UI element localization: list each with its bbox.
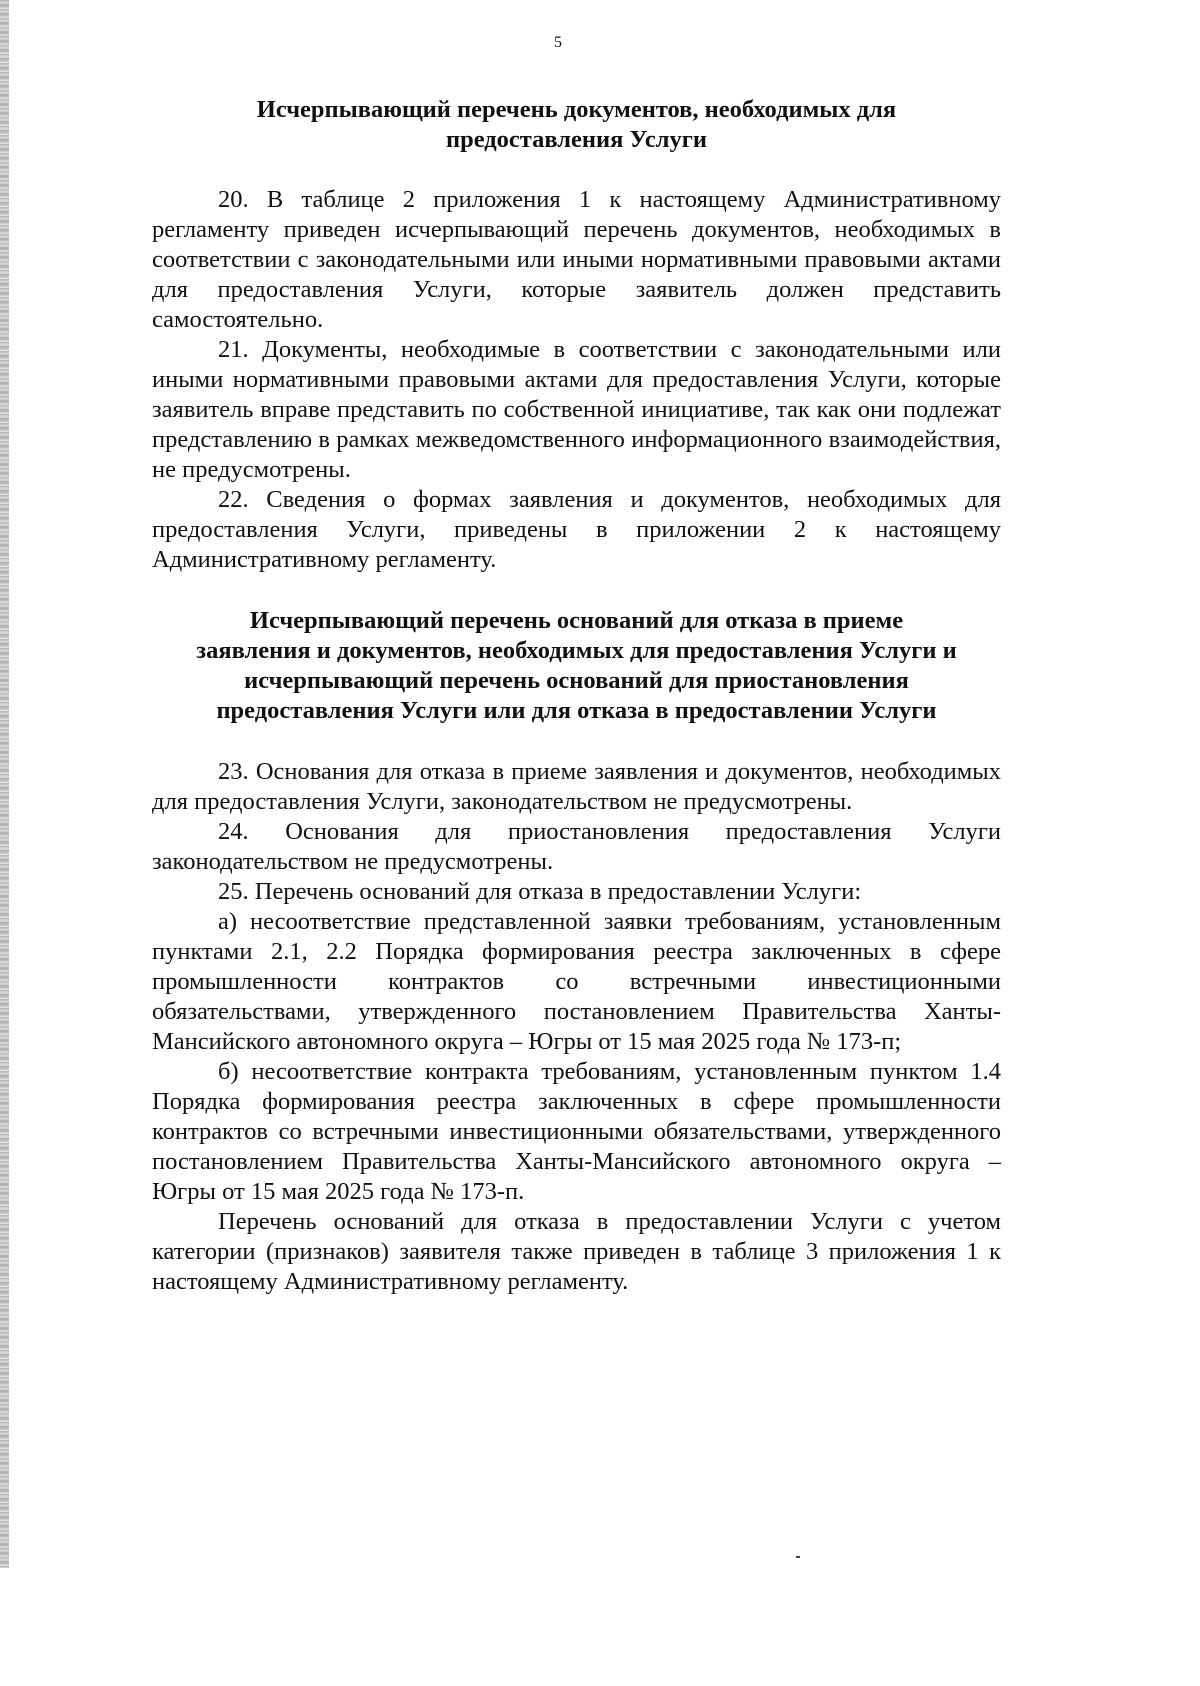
scan-speck [796,1556,800,1558]
heading-line: предоставления Услуги или для отказа в предоставлении Услуги [216,697,937,724]
heading-line: заявления и документов, необходимых для предоставления Услуги и [196,637,957,664]
paragraph-22: 22. Сведения о формах заявления и документов, необходимых для предоставления Услуги, приведены в приложении 2 к настоящему Административному регламенту. [152,486,1001,573]
paragraph-closing: Перечень оснований для отказа в предоставлении Услуги с учетом категории (признаков) заявителя также приведен в таблице 3 приложения 1 к настоящему Административному регламенту. [152,1208,1001,1295]
page-number: 5 [554,34,562,51]
paragraph-24: 24. Основания для приостановления предоставления Услуги законодательством не предусмотрены. [152,818,1001,875]
paragraph-21: 21. Документы, необходимые в соответствии с законодательными или иными нормативными правовыми актами для предоставления Услуги, которые заявитель вправе представить по собственной инициативе, так как они подлежат представлению в рамках межведомственного информационного взаимодействия, не предусмотрены. [152,336,1001,483]
scan-edge-artifact [0,0,9,1568]
heading-line: Исчерпывающий перечень оснований для отказа в приеме [249,607,904,634]
paragraph-23: 23. Основания для отказа в приеме заявления и документов, необходимых для предоставления Услуги, законодательством не предусмотрены. [152,758,1001,815]
paragraph-25-b: б) несоответствие контракта требованиям, установленным пунктом 1.4 Порядка формирования реестра заключенных в сфере промышленности контрактов со встречными инвестиционными обязательствами, утвержденного постановлением Правительства Ханты-Мансийского автономного округа – Югры от 15 мая 2025 года № 173-п. [152,1058,1001,1205]
document-body [152,95,1001,1297]
heading-line: исчерпывающий перечень оснований для приостановления [244,667,909,694]
paragraph-25: 25. Перечень оснований для отказа в предоставлении Услуги: [218,878,862,905]
paragraph-20: 20. В таблице 2 приложения 1 к настоящему Административному регламенту приведен исчерпывающий перечень документов, необходимых в соответствии с законодательными или иными нормативными правовыми актами для предоставления Услуги, которые заявитель должен представить самостоятельно. [152,186,1001,333]
section-heading-documents [152,95,1001,155]
heading-line: Исчерпывающий перечень документов, необходимых для [256,96,897,123]
section-heading-refusal [152,606,1001,726]
paragraph-25-a: а) несоответствие представленной заявки требованиям, установленным пунктами 2.1, 2.2 Порядка формирования реестра заключенных в сфере промышленности контрактов со встречными инвестиционными обязательствами, утвержденного постановлением Правительства Ханты-Мансийского автономного округа – Югры от 15 мая 2025 года № 173-п; [152,908,1001,1055]
heading-line: предоставления Услуги [446,126,707,153]
